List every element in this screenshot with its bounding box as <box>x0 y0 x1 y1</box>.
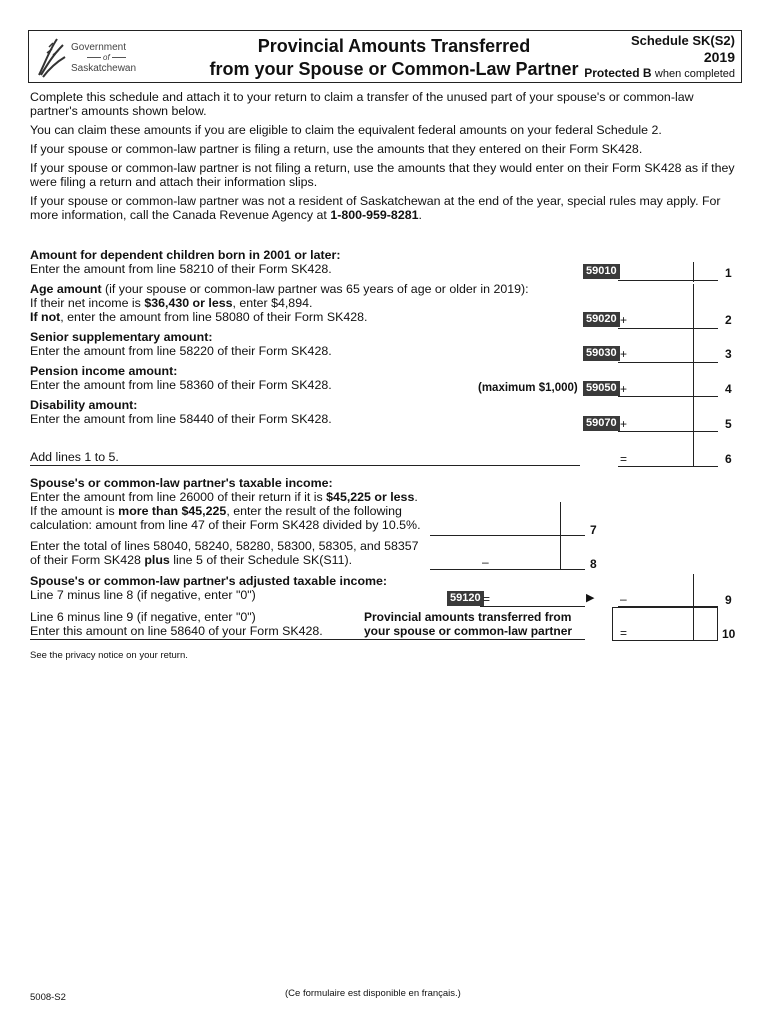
line7-amount-field[interactable] <box>430 535 585 536</box>
line5-number: 5 <box>725 417 732 431</box>
line4-number: 4 <box>725 382 732 396</box>
line6-leader <box>30 465 580 466</box>
line10-t1: Line 6 minus line 9 (if negative, enter "0") <box>30 610 256 624</box>
line1-title: Amount for dependent children born in 2001 or later: <box>30 248 341 262</box>
line4-title: Pension income amount: <box>30 364 178 378</box>
line9-code: 59120 <box>447 591 484 606</box>
line9-amount-field[interactable] <box>480 606 585 607</box>
line2-title-rest: (if your spouse or common-law partner was 65 years of age or older in 2019): <box>101 282 529 296</box>
line7-t1b: $45,225 or less <box>326 490 415 504</box>
line3-label <box>30 330 332 358</box>
line6-amount-field[interactable] <box>618 466 718 467</box>
line2-code: 59020 <box>583 312 620 327</box>
line8-t2a: of their Form SK428 <box>30 553 145 567</box>
line5-label <box>30 398 332 426</box>
line10-label <box>30 610 323 638</box>
line10-b1: Provincial amounts transferred from <box>364 610 572 624</box>
schedule-info <box>584 33 735 82</box>
intro-p3: If your spouse or common-law partner is filing a return, use the amounts that they entered on their Form SK428. <box>30 142 643 156</box>
line2-t2a: If their net income is <box>30 296 145 310</box>
line1-text: Enter the amount from line 58210 of their Form SK428. <box>30 262 332 276</box>
intro-p5-end: . <box>418 208 422 222</box>
wheat-sheaf-icon <box>35 35 69 79</box>
logo-government: Government <box>71 42 127 53</box>
intro-p1: Complete this schedule and attach it to your return to claim a transfer of the unused part of your spouse's or common-law partner's amounts shown below. <box>30 90 694 118</box>
title-line-1: Provincial Amounts Transferred <box>257 36 531 56</box>
line7-t2c: , enter the result of the following <box>226 504 402 518</box>
line4-maximum: (maximum $1,000) <box>478 382 578 394</box>
intro-p5 <box>30 194 744 222</box>
line9-equals: = <box>483 592 491 606</box>
line9-number: 9 <box>725 593 732 607</box>
line7-t2b: more than $45,225 <box>118 504 227 518</box>
line10-t2: Enter this amount on line 58640 of your Form SK428. <box>30 624 323 638</box>
line8-t2c: line 5 of their Schedule SK(S11). <box>169 553 353 567</box>
line7-t1c: . <box>414 490 418 504</box>
line6-separator <box>693 432 694 466</box>
line6-number: 6 <box>725 452 732 466</box>
line5-amount-field[interactable] <box>618 431 718 432</box>
line2-label <box>30 282 529 324</box>
line10-equals: = <box>620 626 628 640</box>
line8-label <box>30 539 419 567</box>
line7-t1a: Enter the amount from line 26000 of their return if it is <box>30 490 327 504</box>
schedule-name: Schedule SK(S2) <box>630 33 735 48</box>
title-line-2: from your Spouse or Common-Law Partner <box>209 59 579 79</box>
line2-t3a: If not <box>30 310 61 324</box>
line10-bold-label <box>364 610 572 638</box>
line8-minus: – <box>482 555 489 569</box>
protected-rest: when completed <box>654 68 735 80</box>
line9-label <box>30 574 387 602</box>
intro-p2: You can claim these amounts if you are eligible to claim the equivalent federal amounts on your federal Schedule 2. <box>30 123 662 137</box>
line2-number: 2 <box>725 313 732 327</box>
instructions <box>30 90 744 227</box>
line1-code: 59010 <box>583 264 620 279</box>
line9-minus: – <box>620 592 627 606</box>
line3-amount-field[interactable] <box>618 362 718 363</box>
form-title <box>199 35 589 81</box>
line4-amount-field[interactable] <box>618 396 718 397</box>
line2-amount-field[interactable] <box>618 328 718 329</box>
line3-plus: + <box>620 347 628 361</box>
line6-label: Add lines 1 to 5. <box>30 450 119 464</box>
line2-plus: + <box>620 313 628 327</box>
line8-amount-field[interactable] <box>430 569 585 570</box>
protected-label <box>584 65 735 82</box>
line9-text: Line 7 minus line 8 (if negative, enter "0") <box>30 588 256 602</box>
line2-t3b: , enter the amount from line 58080 of their Form SK428. <box>60 310 368 324</box>
line8-number: 8 <box>590 557 597 571</box>
line4-code: 59050 <box>583 381 620 396</box>
line4-label <box>30 364 332 392</box>
line8-t2b: plus <box>144 553 170 567</box>
line7-t3: calculation: amount from line 47 of their Form SK428 divided by 10.5%. <box>30 518 421 532</box>
line10-number: 10 <box>722 627 736 641</box>
line3-text: Enter the amount from line 58220 of their Form SK428. <box>30 344 332 358</box>
logo-of: of <box>85 53 128 62</box>
line3-number: 3 <box>725 347 732 361</box>
line3-code: 59030 <box>583 346 620 361</box>
line1-amount-field[interactable] <box>618 280 718 281</box>
schedule-year: 2019 <box>703 49 735 65</box>
line1-label <box>30 248 341 276</box>
intro-p4: If your spouse or common-law partner is not filing a return, use the amounts that they would enter on their Form SK428 as if they were filing a return and attach their information slips. <box>30 161 735 189</box>
line1-number: 1 <box>725 266 732 280</box>
protected-b: Protected B <box>584 66 652 80</box>
arrow-right-icon: ▶ <box>586 592 595 604</box>
logo-saskatchewan: Saskatchewan <box>71 63 137 74</box>
line5-code: 59070 <box>583 416 620 431</box>
line2-separator <box>693 284 694 330</box>
line5-plus: + <box>620 417 628 431</box>
line3-title: Senior supplementary amount: <box>30 330 213 344</box>
saskatchewan-logo <box>35 35 145 79</box>
form-header <box>28 30 742 83</box>
line7-title: Spouse's or common-law partner's taxable income: <box>30 476 333 490</box>
privacy-notice: See the privacy notice on your return. <box>30 650 188 661</box>
line10-amount-box[interactable] <box>612 607 718 641</box>
line7-t2a: If the amount is <box>30 504 119 518</box>
line10-b2: your spouse or common-law partner <box>364 624 573 638</box>
line10-leader <box>30 639 585 640</box>
line8-t1: Enter the total of lines 58040, 58240, 58280, 58300, 58305, and 58357 <box>30 539 419 553</box>
line7-separator <box>560 502 561 536</box>
intro-p5-text: If your spouse or common-law partner was not a resident of Saskatchewan at the end of the year, special rules may apply. For more information, call the Canada Revenue Agency at <box>30 194 721 222</box>
line4-plus: + <box>620 382 628 396</box>
line5-text: Enter the amount from line 58440 of their Form SK428. <box>30 412 332 426</box>
line3-separator <box>693 330 694 364</box>
cra-phone: 1-800-959-8281 <box>330 208 419 222</box>
line2-title: Age amount <box>30 282 102 296</box>
line9-separator <box>693 574 694 606</box>
line10-separator <box>693 607 694 641</box>
line2-t2c: , enter $4,894. <box>232 296 313 310</box>
line7-label <box>30 476 421 532</box>
form-number: 5008-S2 <box>30 992 66 1003</box>
french-availability: (Ce formulaire est disponible en français.) <box>285 988 461 999</box>
line7-number: 7 <box>590 523 597 537</box>
line5-separator <box>693 398 694 432</box>
line4-text: Enter the amount from line 58360 of their Form SK428. <box>30 378 332 392</box>
line9-title: Spouse's or common-law partner's adjusted taxable income: <box>30 574 388 588</box>
line4-separator <box>693 364 694 398</box>
line1-separator <box>693 262 694 282</box>
line5-title: Disability amount: <box>30 398 138 412</box>
line2-t2b: $36,430 or less <box>144 296 233 310</box>
line6-equals: = <box>620 452 628 466</box>
line8-separator <box>560 536 561 570</box>
